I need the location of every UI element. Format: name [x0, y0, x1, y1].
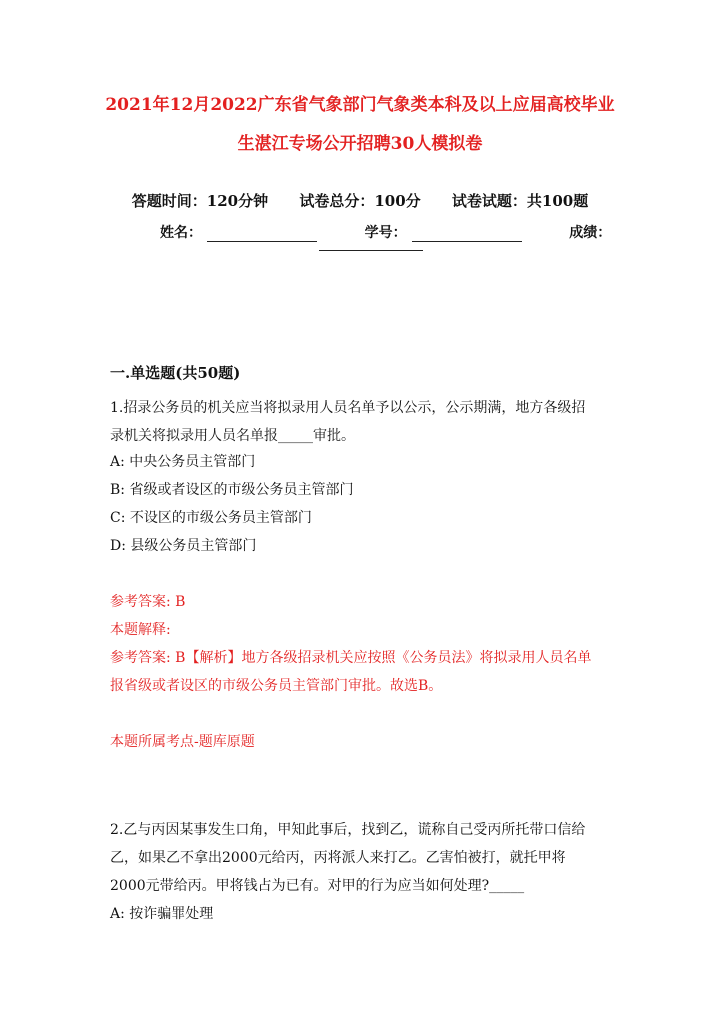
student-id-label: 学号： [364, 225, 407, 241]
student-id-blank [412, 227, 522, 242]
score-label: 成绩： [569, 225, 612, 241]
question-1-answer: 参考答案: B [110, 594, 186, 610]
question-2-text-line-2: 乙，如果乙不拿出2000元给丙，丙将派人来打乙。乙害怕被打，就托甲将 [110, 850, 566, 866]
question-1-explain-label: 本题解释: [110, 622, 171, 638]
question-2-text-line-1: 2.乙与丙因某事发生口角，甲知此事后，找到乙，谎称自己受丙所托带口信给 [110, 822, 586, 838]
exam-title-line-2: 生湛江专场公开招聘30人模拟卷 [237, 134, 483, 154]
question-1-explain-line-1: 参考答案: B【解析】地方各级招录机关应按照《公务员法》将拟录用人员名单 [110, 650, 592, 666]
section-title: 一.单选题(共50题) [110, 364, 241, 382]
question-2-text-line-3: 2000元带给丙。甲将钱占为已有。对甲的行为应当如何处理?_____ [110, 878, 525, 894]
question-1-source: 本题所属考点-题库原题 [110, 734, 255, 750]
time-info: 答题时间：120分钟 [131, 192, 269, 210]
question-count-info: 试卷试题：共100题 [451, 192, 589, 210]
exam-meta [0, 190, 720, 211]
name-label: 姓名： [160, 225, 202, 241]
question-1-option-b: B: 省级或者设区的市级公务员主管部门 [110, 482, 354, 498]
question-1-option-a: A: 中央公务员主管部门 [110, 454, 256, 470]
total-score-info: 试卷总分：100分 [299, 192, 421, 210]
question-1-text-line-2: 录机关将拟录用人员名单报_____审批。 [110, 428, 355, 444]
score-blank [319, 250, 423, 251]
question-1-text-line-1: 1.招录公务员的机关应当将拟录用人员名单予以公示，公示期满，地方各级招 [110, 400, 586, 416]
question-1-explain-line-2: 报省级或者设区的市级公务员主管部门审批。故选B。 [110, 678, 443, 694]
question-2-option-a: A: 按诈骗罪处理 [110, 906, 214, 922]
student-info-line [160, 222, 611, 242]
name-blank [207, 227, 317, 242]
question-1-option-c: C: 不设区的市级公务员主管部门 [110, 510, 312, 526]
question-1-option-d: D: 县级公务员主管部门 [110, 538, 257, 554]
exam-title-line-1: 2021年12月2022广东省气象部门气象类本科及以上应届高校毕业 [105, 95, 615, 115]
